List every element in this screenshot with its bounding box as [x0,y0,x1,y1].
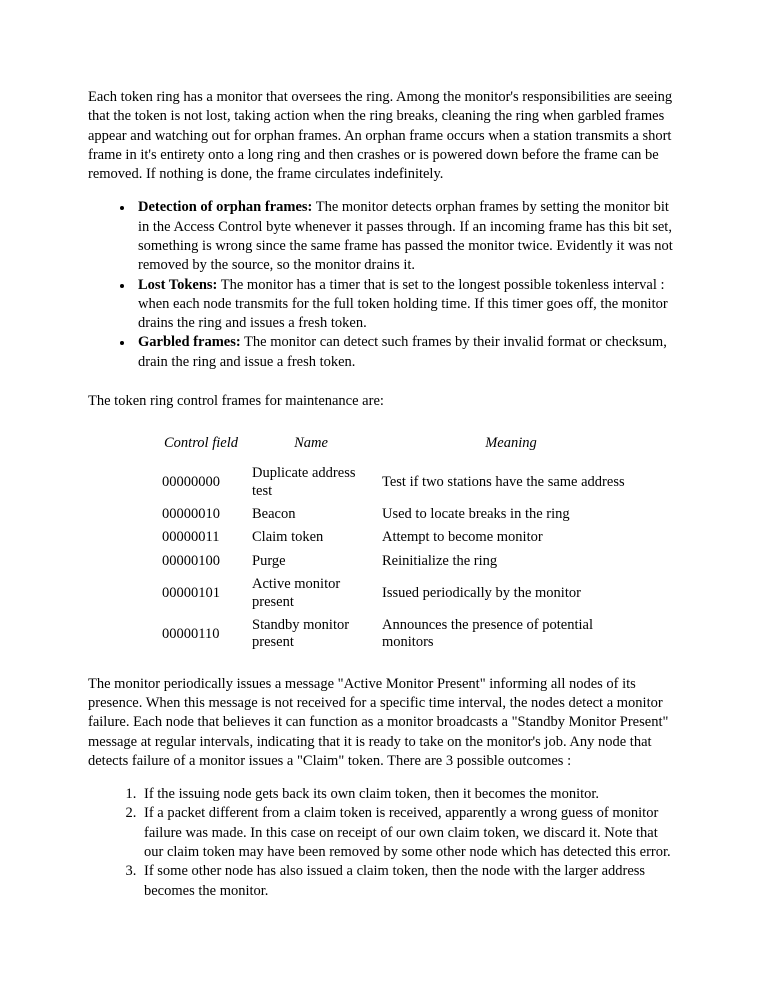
cell-meaning: Test if two stations have the same address [382,473,625,490]
cell-name: Standby monitor present [252,616,350,651]
control-frames-table [156,431,646,655]
table-row [156,503,646,526]
table-row [156,614,646,655]
table-body [156,462,646,655]
cell-meaning: Issued periodically by the monitor [382,584,581,601]
list-item [134,198,678,275]
spacer [88,372,678,392]
cell-control-field: 00000011 [162,529,220,546]
list-item [134,276,678,334]
spacer [88,771,678,785]
spacer [88,655,678,675]
table-row [156,526,646,549]
responsibility-text: The monitor detects orphan frames by setting the monitor bit in the Access Control byte whenever it passes through. If an incoming frame has this bit set, something is wrong since the same frame has passed the monitor twice. Evidently it was not removed by the source, so the monitor drains it. [138,199,673,274]
responsibility-text: The monitor has a timer that is set to the longest possible tokenless interval : when each node transmits for the full token holding time. If this timer goes off, the monitor drains the ring and issues a fresh token. [138,276,668,332]
column-header-meaning: Meaning [485,435,537,452]
table-row [156,462,646,503]
cell-meaning: Used to locate breaks in the ring [382,506,570,522]
spacer [88,184,678,198]
table-lead-in: The token ring control frames for maintenance are: [88,392,384,409]
list-item: 1. If the issuing node gets back its own claim token, then it becomes the monitor. [140,785,678,804]
cell-control-field: 00000100 [162,552,220,569]
cell-name: Claim token [252,529,324,546]
column-header-name: Name [294,435,328,452]
cell-name: Beacon [252,506,296,522]
table-header [156,431,646,462]
cell-meaning: Reinitialize the ring [382,552,498,569]
cell-control-field: 00000000 [162,473,220,490]
document-body [88,88,678,901]
spacer [88,411,678,431]
intro-paragraph: Each token ring has a monitor that oversees the ring. Among the monitor's responsibilities are seeing that the token is not lost, taking action when the ring breaks, cleaning the ring when garbled frames appear and watching out for orphan frames. An orphan frame occurs when a station transmits a short frame in it's entirety onto a long ring and then crashes or is powered down before the frame can be removed. If nothing is done, the frame circulates indefinitely. [88,89,673,183]
list-item [134,333,678,372]
cell-control-field: 00000101 [162,584,220,601]
list-item: 3. If some other node has also issued a claim token, then the node with the larger address becomes the monitor. [140,862,678,901]
column-header-control-field: Control field [164,435,238,452]
monitor-paragraph: The monitor periodically issues a message "Active Monitor Present" informing all nodes of its presence. When this message is not received for a specific time interval, the nodes detect a monitor failure. Each node that believes it can function as a monitor broadcasts a "Standby Monitor Present" message at regular intervals, indicating that it is ready to take on the monitor's job. Any node that detects failure of a monitor issues a "Claim" token. There are 3 possible outcomes : [88,675,669,769]
responsibility-label: Detection of orphan frames: [138,199,313,216]
cell-meaning: Announces the presence of potential monitors [382,616,593,651]
cell-name: Active monitor present [252,576,341,610]
cell-control-field: 00000110 [162,625,220,642]
list-item: 2. If a packet different from a claim token is received, apparently a wrong guess of monitor failure was made. In this case on receipt of our own claim token, we discard it. Note that our claim token may have been removed by some other node which has detected this error. [140,804,678,862]
responsibilities-list [88,198,678,372]
responsibility-label: Garbled frames: [138,334,241,351]
table-row [156,573,646,614]
cell-control-field: 00000010 [162,506,220,522]
cell-meaning: Attempt to become monitor [382,529,543,546]
outcomes-list [88,785,678,901]
table-row [156,550,646,573]
responsibility-label: Lost Tokens: [138,276,218,293]
cell-name: Duplicate address test [252,465,356,499]
cell-name: Purge [252,552,286,569]
table-header-row [156,431,646,462]
responsibility-text: The monitor can detect such frames by their invalid format or checksum, drain the ring and issue a fresh token. [138,334,667,370]
